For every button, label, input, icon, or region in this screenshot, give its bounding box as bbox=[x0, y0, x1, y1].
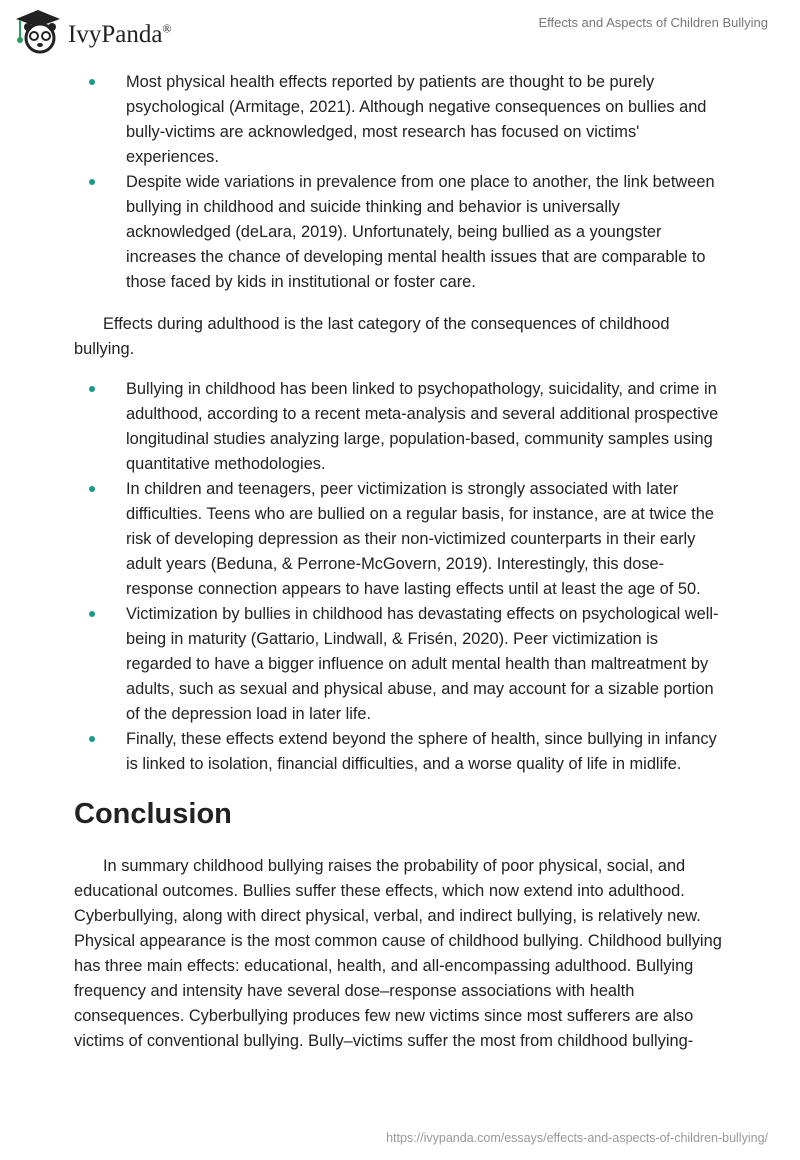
bullet-icon bbox=[89, 179, 95, 185]
list-item: Finally, these effects extend beyond the sphere of health, since bullying in infancy is linked to isolation, financial difficulties, and a worse quality of life in midlife. bbox=[74, 727, 724, 777]
essay-content bbox=[74, 70, 724, 1054]
registered-mark: ® bbox=[162, 21, 172, 36]
childhood-effects-list bbox=[74, 70, 724, 295]
bullet-icon bbox=[89, 736, 95, 742]
logo-text: IvyPanda bbox=[68, 21, 163, 48]
source-url[interactable]: https://ivypanda.com/essays/effects-and-aspects-of-children-bullying/ bbox=[386, 1131, 768, 1145]
page-header bbox=[0, 0, 800, 60]
conclusion-paragraph: In summary childhood bullying raises the probability of poor physical, social, and educational outcomes. Bullies suffer these effects, which now extend into adulthood. Cyberbullying, along with direct physical, verbal, and indirect bullying, is relatively new. Physical appearance is the most common cause of childhood bullying. Childhood bullying has three main effects: educational, health, and all-encompassing adulthood. Bullying frequency and intensity have several dose–response associations with health consequences. Cyberbullying produces few new victims since most sufferers are also victims of conventional bullying. Bully–victims suffer the most from childhood bullying- bbox=[74, 857, 722, 1050]
adulthood-effects-list bbox=[74, 377, 724, 777]
list-item: Bullying in childhood has been linked to psychopathology, suicidality, and crime in adulthood, according to a recent meta-analysis and several additional prospective longitudinal studies analyzing large, population-based, community samples using quantitative methodologies. bbox=[74, 377, 724, 477]
bullet-icon bbox=[89, 486, 95, 492]
paragraph: Effects during adulthood is the last category of the consequences of childhood bullying. bbox=[74, 315, 670, 358]
ivypanda-logo[interactable] bbox=[14, 8, 172, 54]
list-item: Victimization by bullies in childhood has devastating effects on psychological well-being in maturity (Gattario, Lindwall, & Frisén, 2020). Peer victimization is regarded to have a bigger influence on adult mental health than maltreatment by adults, such as sexual and physical abuse, and may account for a sizable portion of the depression load in later life. bbox=[74, 602, 724, 727]
list-item: Despite wide variations in prevalence from one place to another, the link between bullying in childhood and suicide thinking and behavior is universally acknowledged (deLara, 2019). Unfortunately, being bullied as a youngster increases the chance of developing mental health issues that are comparable to those faced by kids in institutional or foster care. bbox=[74, 170, 724, 295]
conclusion-heading: Conclusion bbox=[74, 798, 232, 830]
document-title: Effects and Aspects of Children Bullying bbox=[538, 15, 768, 30]
list-item: In children and teenagers, peer victimization is strongly associated with later difficulties. Teens who are bullied on a regular basis, for instance, are at twice the risk of developing depression as their non-victimized counterparts in their early adult years (Beduna, & Perrone-McGovern, 2019). Interestingly, this dose-response connection appears to have lasting effects until at least the age of 50. bbox=[74, 477, 724, 602]
panda-graduate-icon bbox=[14, 8, 62, 54]
bullet-icon bbox=[89, 611, 95, 617]
bullet-icon bbox=[89, 386, 95, 392]
bullet-icon bbox=[89, 79, 95, 85]
list-item: Most physical health effects reported by patients are thought to be purely psychological (Armitage, 2021). Although negative consequences on bullies and bully-victims are acknowledged, most research has focused on victims' experiences. bbox=[74, 70, 724, 170]
